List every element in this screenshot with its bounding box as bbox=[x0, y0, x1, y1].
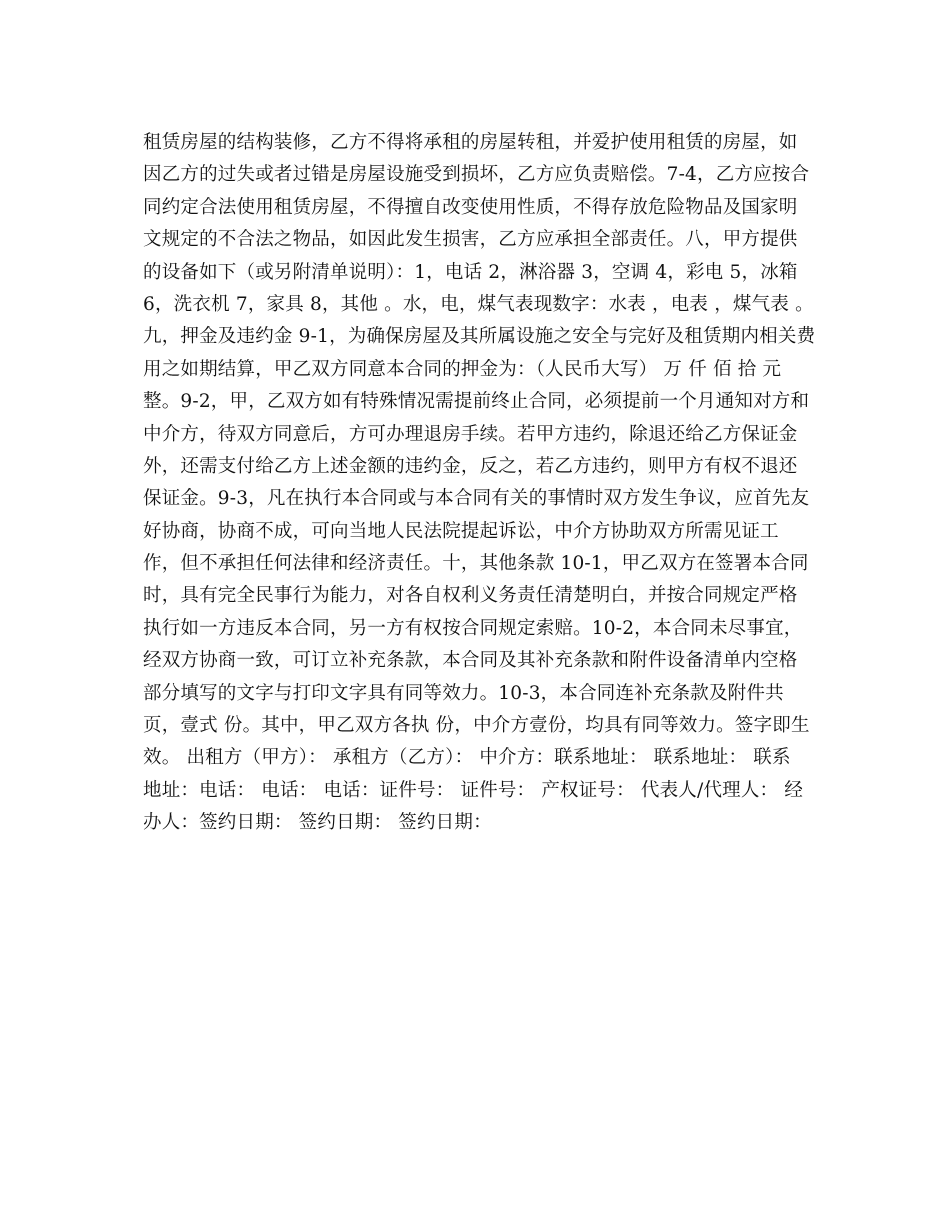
text-line: 租赁房屋的结构装修，乙方不得将承租的房屋转租，并爱护使用租赁的房屋，如 bbox=[143, 132, 798, 153]
text-line: 经双方协商一致，可订立补充条款，本合同及其补充条款和附件设备清单内空格 bbox=[143, 650, 798, 672]
text-line: 整。9-2，甲，乙双方如有特殊情况需提前终止合同，必须提前一个月通知对方和 bbox=[143, 391, 810, 413]
text-line: 九，押金及违约金 9-1，为确保房屋及其所属设施之安全与完好及租赁期内相关费 bbox=[143, 326, 816, 348]
text-line: 时，具有完全民事行为能力，对各自权利义务责任清楚明白，并按合同规定严格 bbox=[143, 585, 798, 607]
text-line: 部分填写的文字与打印文字具有同等效力。10-3，本合同连补充条款及附件共 bbox=[143, 682, 784, 704]
text-line: 页，壹式 份。其中，甲乙双方各执 份，中介方壹份，均具有同等效力。签字即生 bbox=[143, 715, 810, 737]
text-line: 同约定合法使用租赁房屋，不得擅自改变使用性质，不得存放危险物品及国家明 bbox=[143, 196, 798, 218]
text-line: 因乙方的过失或者过错是房屋设施受到损坏，乙方应负责赔偿。7-4，乙方应按合 bbox=[143, 164, 810, 186]
text-line: 文规定的不合法之物品，如因此发生损害，乙方应承担全部责任。八，甲方提供 bbox=[143, 229, 798, 251]
text-line: 的设备如下（或另附清单说明）：1，电话 2，淋浴器 3，空调 4，彩电 5，冰箱 bbox=[143, 261, 798, 283]
text-line: 保证金。9-3，凡在执行本合同或与本合同有关的事情时双方发生争议，应首先友 bbox=[143, 488, 810, 510]
text-line: 好协商，协商不成，可向当地人民法院提起诉讼，中介方协助双方所需见证工 bbox=[143, 520, 779, 542]
text-line: 中介方，待双方同意后，方可办理退房手续。若甲方违约，除退还给乙方保证金 bbox=[143, 423, 798, 445]
text-line: 效。 出租方（甲方）： 承租方（乙方）： 中介方：联系地址： 联系地址： 联系 bbox=[143, 747, 791, 769]
text-line: 地址：电话： 电话： 电话：证件号： 证件号： 产权证号： 代表人/代理人： 经 bbox=[143, 779, 804, 801]
text-line: 办人：签约日期： 签约日期： 签约日期： bbox=[143, 812, 492, 834]
text-line: 6，洗衣机 7，家具 8，其他 。水，电，煤气表现数字：水表 ，电表 ，煤气表 。 bbox=[143, 293, 814, 315]
text-line: 执行如一方违反本合同，另一方有权按合同规定索赔。10-2，本合同未尽事宜， bbox=[143, 617, 803, 639]
text-line: 作，但不承担任何法律和经济责任。十，其他条款 10-1，甲乙双方在签署本合同 bbox=[143, 553, 809, 575]
text-line: 外，还需支付给乙方上述金额的违约金，反之，若乙方违约，则甲方有权不退还 bbox=[143, 455, 798, 477]
text-line: 用之如期结算，甲乙双方同意本合同的押金为：（人民币大写） 万 仟 佰 拾 元 bbox=[143, 358, 782, 380]
contract-body-text bbox=[143, 127, 823, 840]
